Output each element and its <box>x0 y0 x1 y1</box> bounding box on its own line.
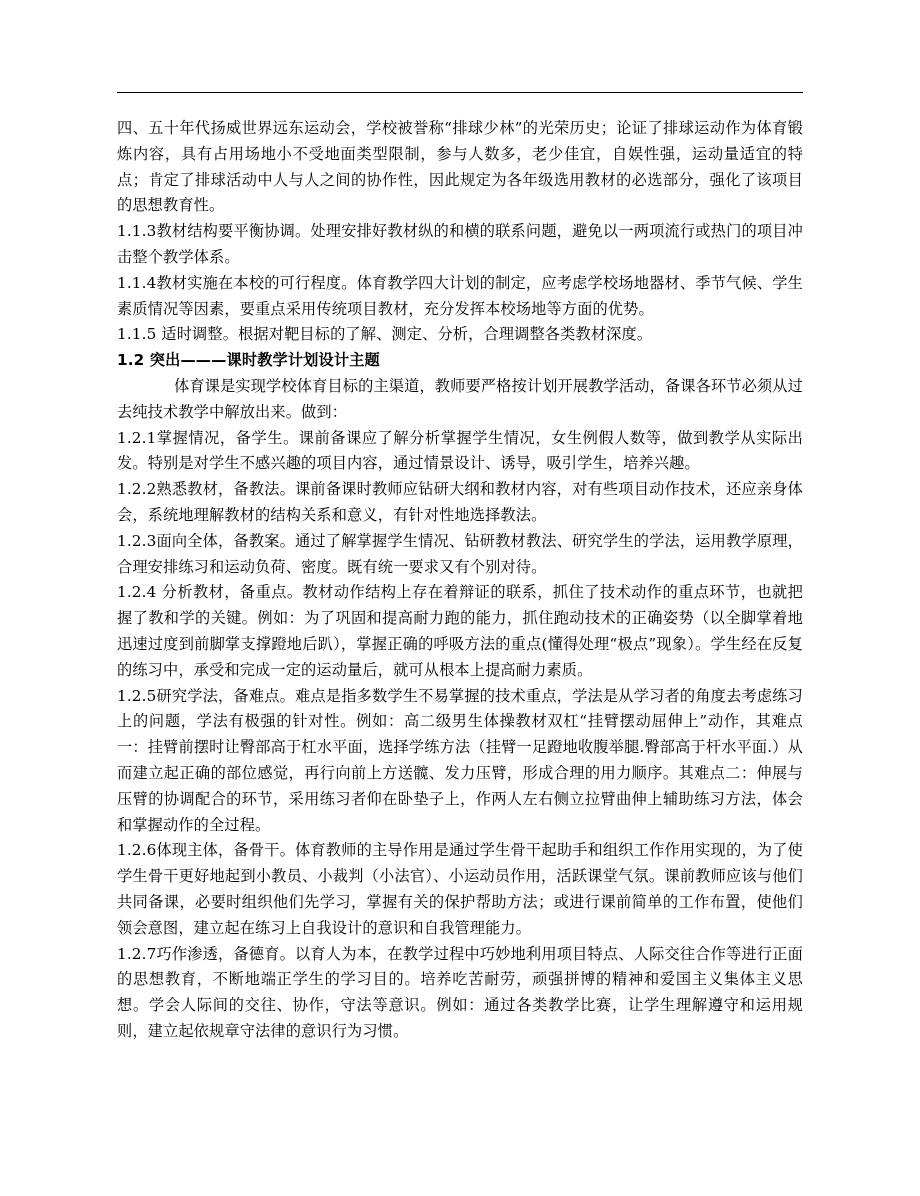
paragraph-1-2-5: 1.2.5研究学法，备难点。难点是指多数学生不易掌握的技术重点，学法是从学习者的角度去考虑练习上的问题，学法有极强的针对性。例如：高二级男生体操教材双杠“挂臂摆动屈伸上”动作，其难点一：挂臂前摆时让臀部高于杠水平面，选择学练方法（挂臂一足蹬地收腹举腿.臀部高于杆水平面.）从而建立起正确的部位感觉，再行向前上方送髋、发力压臂，形成合理的用力顺序。其难点二：伸展与压臂的协调配合的环节，采用练习者仰在卧垫子上，作两人左右侧立拉臂曲伸上辅助练习方法，体会和掌握动作的全过程。 <box>117 686 803 834</box>
paragraph-intro: 体育课是实现学校体育目标的主渠道，教师要严格按计划开展教学活动，备课各环节必须从过去纯技术教学中解放出来。做到： <box>117 376 803 421</box>
paragraph-1-2-2: 1.2.2熟悉教材，备教法。课前备课时教师应钻研大纲和教材内容，对有些项目动作技术，还应亲身体会，系统地理解教材的结构关系和意义，有针对性地选择教法。 <box>117 480 803 524</box>
paragraph-1-1-3: 1.1.3教材结构要平衡协调。处理安排好教材纵的和横的联系问题，避免以一两项流行或热门的项目冲击整个教学体系。 <box>117 222 803 266</box>
paragraph-1-2-6: 1.2.6体现主体，备骨干。体育教师的主导作用是通过学生骨干起助手和组织工作作用实现的，为了使学生骨干更好地起到小教员、小裁判（小法官）、小运动员作用，活跃课堂气氛。课前教师应该与他们共同备课，必要时组织他们先学习，掌握有关的保护帮助方法；或进行课前简单的工作布置，使他们领会意图，建立起在练习上自我设计的意识和自我管理能力。 <box>117 841 803 937</box>
paragraph-1-1-5: 1.1.5 适时调整。根据对靶目标的了解、测定、分析，合理调整各类教材深度。 <box>117 325 653 344</box>
paragraph-1-2-3: 1.2.3面向全体，备教案。通过了解掌握学生情况、钻研教材教法、研究学生的学法，运用教学原理，合理安排练习和运动负荷、密度。既有统一要求又有个别对待。 <box>117 531 803 576</box>
paragraph-1-2-1: 1.2.1掌握情况，备学生。课前备课应了解分析掌握学生情况，女生例假人数等，做到教学从实际出发。特别是对学生不感兴趣的项目内容，通过情景设计、诱导，吸引学生，培养兴趣。 <box>117 428 803 473</box>
paragraph-1-1-4: 1.1.4教材实施在本校的可行程度。体育教学四大计划的制定，应考虑学校场地器材、季节气候、学生素质情况等因素，要重点采用传统项目教材，充分发挥本校场地等方面的优势。 <box>117 273 803 318</box>
document-body <box>117 116 803 1045</box>
paragraph-continuation: 四、五十年代扬威世界远东运动会，学校被誉称“排球少林”的光荣历史；论证了排球运动作为体育锻炼内容，具有占用场地小不受地面类型限制，参与人数多，老少佳宜，自娱性强，运动量适宜的特点；肯定了排球活动中人与人之间的协作性，因此规定为各年级选用教材的必选部分，强化了该项目的思想教育性。 <box>117 119 803 215</box>
paragraph-1-2-7: 1.2.7巧作渗透，备德育。以育人为本，在教学过程中巧妙地利用项目特点、人际交往合作等进行正面的思想教育，不断地端正学生的学习目的。培养吃苦耐劳，顽强拼博的精神和爱国主义集体主义思想。学会人际间的交往、协作，守法等意识。例如：通过各类教学比赛，让学生理解遵守和运用规则，建立起依规章守法律的意识行为习惯。 <box>117 944 803 1040</box>
header-rule <box>117 92 803 93</box>
section-heading-1-2: 1.2 突出———课时教学计划设计主题 <box>117 351 380 370</box>
paragraph-1-2-4: 1.2.4 分析教材，备重点。教材动作结构上存在着辩证的联系，抓住了技术动作的重点环节，也就把握了教和学的关键。例如：为了巩固和提高耐力跑的能力，抓住跑动技术的正确姿势（以全脚掌着地迅速过度到前脚掌支撑蹬地后趴），掌握正确的呼吸方法的重点(懂得处理“极点”现象）。学生经在反复的练习中，承受和完成一定的运动量后，就可从根本上提高耐力素质。 <box>117 583 803 679</box>
